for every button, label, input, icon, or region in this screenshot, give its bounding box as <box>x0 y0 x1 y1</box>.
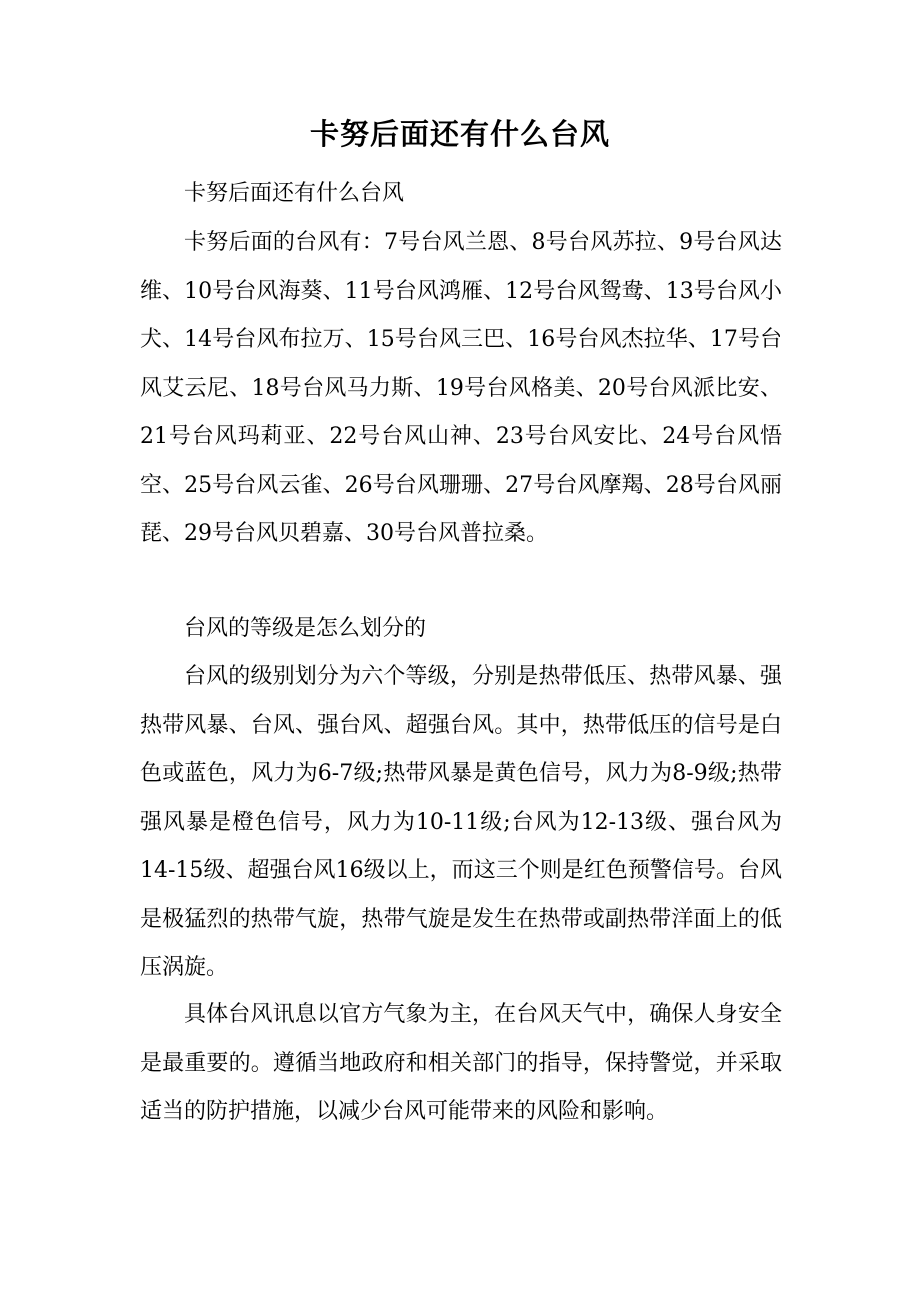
document-title: 卡努后面还有什么台风 <box>309 117 610 151</box>
subtitle-paragraph: 卡努后面还有什么台风 <box>184 181 405 206</box>
levels-heading-paragraph: 台风的等级是怎么划分的 <box>184 616 427 641</box>
safety-note-paragraph: 具体台风讯息以官方气象为主，在台风天气中，确保人身安全是最重要的。遵循当地政府和相关部门的指导，保持警觉，并采取适当的防护措施，以减少台风可能带来的风险和影响。 <box>140 1002 782 1124</box>
levels-body-paragraph: 台风的级别划分为六个等级，分别是热带低压、热带风暴、强热带风暴、台风、强台风、超强台风。其中，热带低压的信号是白色或蓝色，风力为6-7级;热带风暴是黄色信号，风力为8-9级;热带强风暴是橙色信号，风力为10-11级;台风为12-13级、强台风为14-15级、超强台风16级以上，而这三个则是红色预警信号。台风是极猛烈的热带气旋，热带气旋是发生在热带或副热带洋面上的低压涡旋。 <box>140 664 782 980</box>
typhoon-list-paragraph: 卡努后面的台风有：7号台风兰恩、8号台风苏拉、9号台风达维、10号台风海葵、11号台风鸿雁、12号台风鸳鸯、13号台风小犬、14号台风布拉万、15号台风三巴、16号台风杰拉华、17号台风艾云尼、18号台风马力斯、19号台风格美、20号台风派比安、21号台风玛莉亚、22号台风山神、23号台风安比、24号台风悟空、25号台风云雀、26号台风珊珊、27号台风摩羯、28号台风丽琵、29号台风贝碧嘉、30号台风普拉桑。 <box>140 230 782 546</box>
